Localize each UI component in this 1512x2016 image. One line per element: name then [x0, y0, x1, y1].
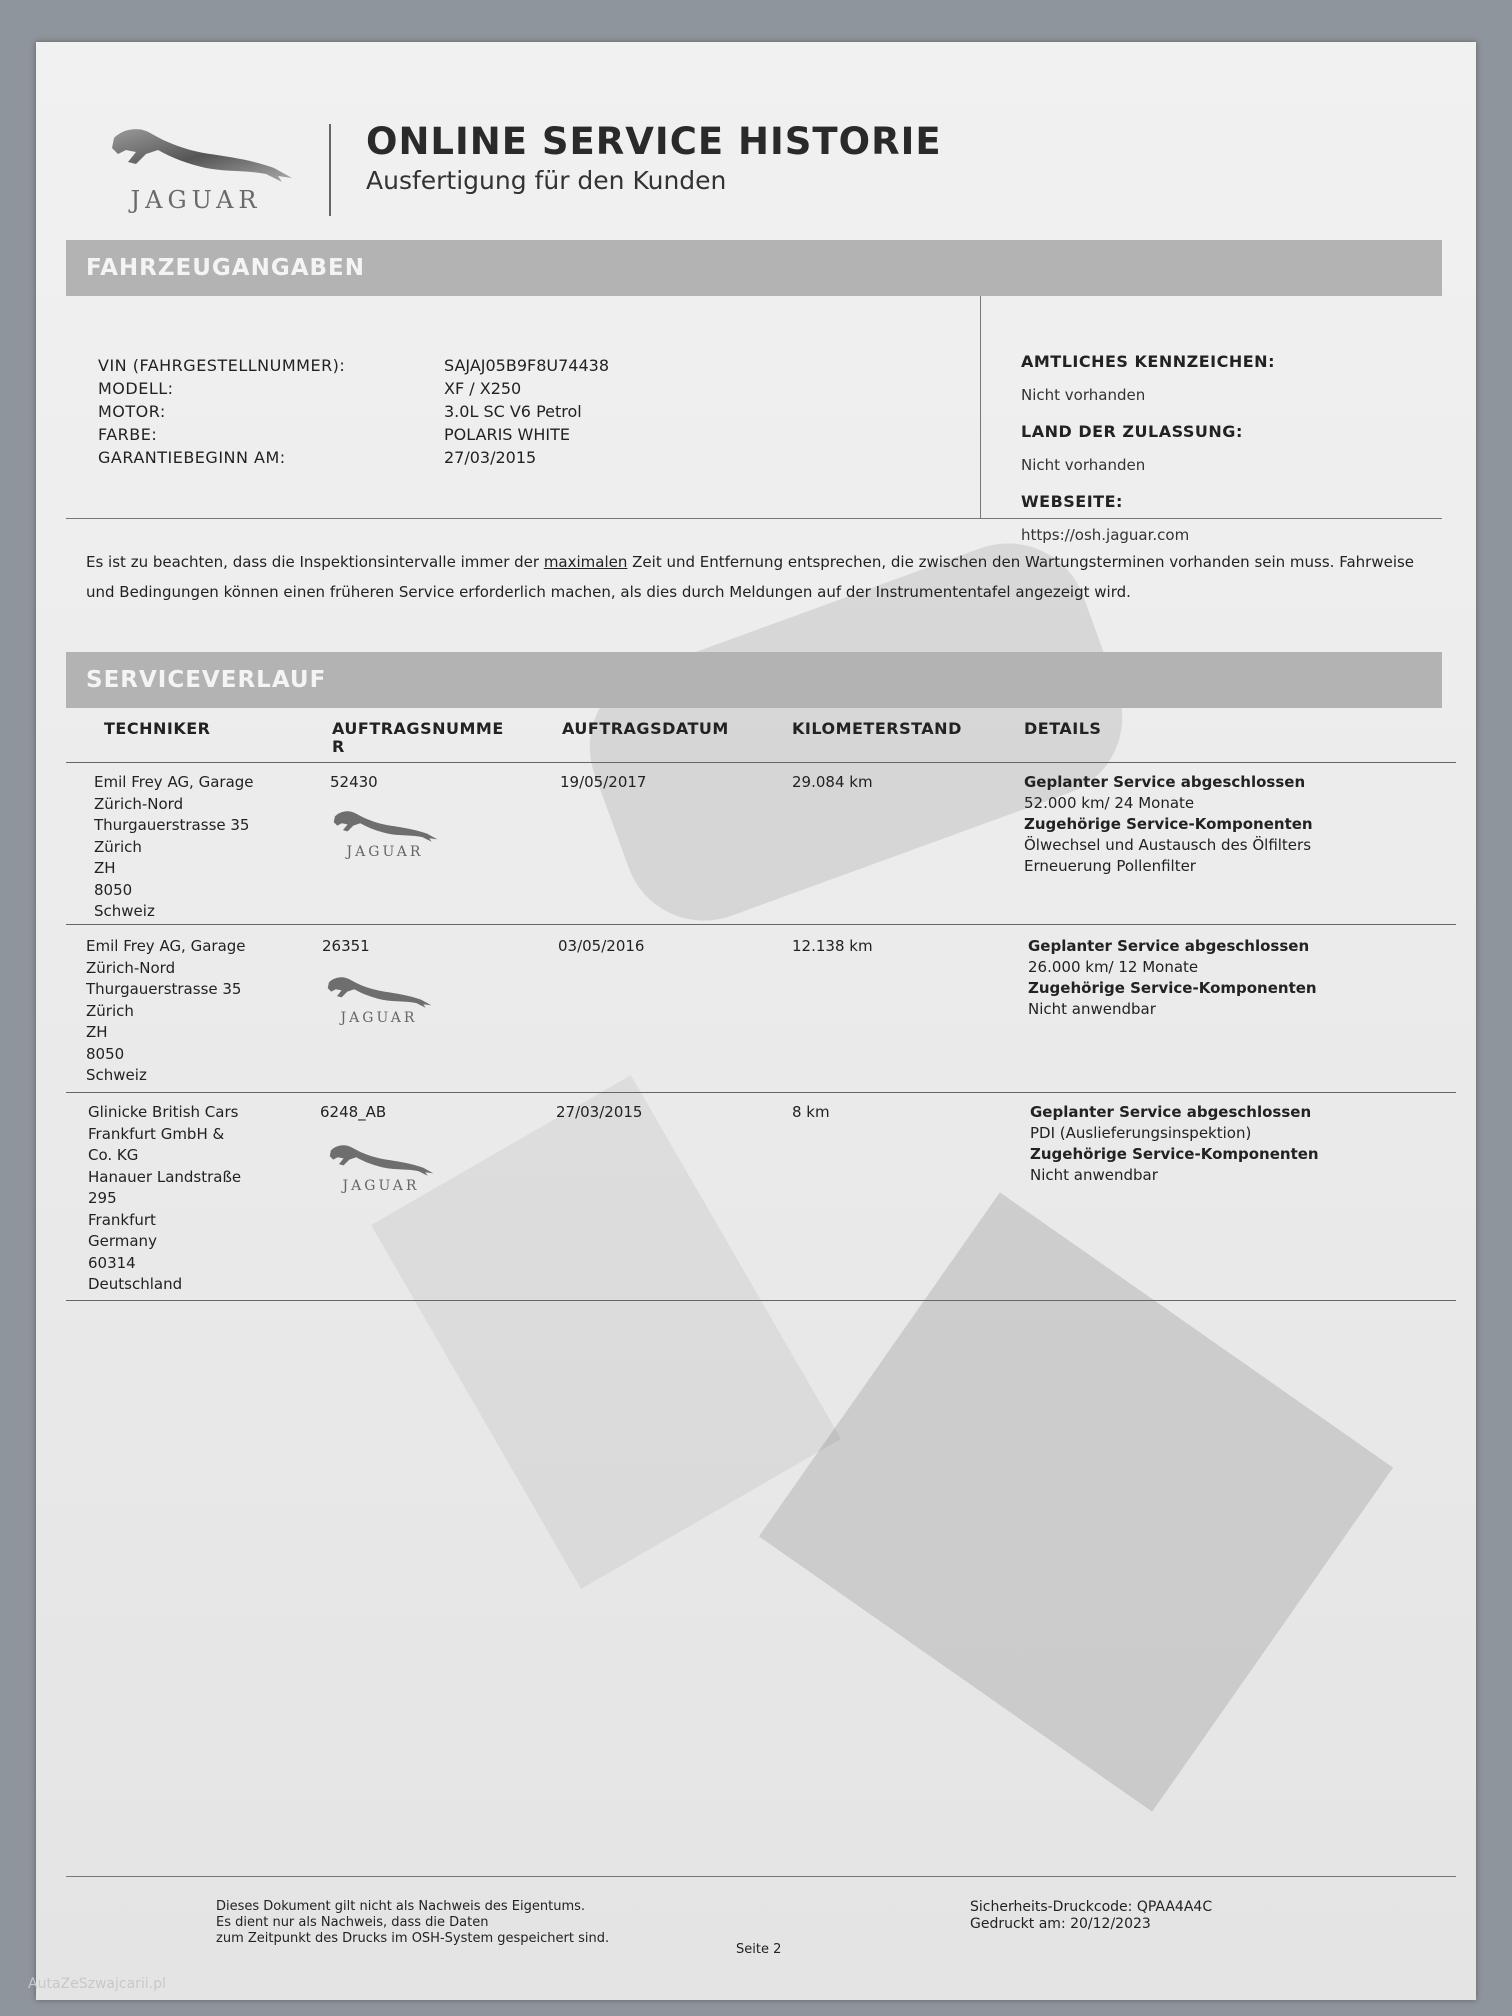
print-date: Gedruckt am: 20/12/2023	[970, 1916, 1151, 1932]
logo-wordmark: JAGUAR	[346, 844, 424, 860]
col-header-mileage: KILOMETERSTAND	[792, 719, 962, 738]
service-details	[1024, 772, 1313, 877]
details-component: Nicht anwendbar	[1028, 1000, 1156, 1018]
logo-wordmark: JAGUAR	[340, 1010, 418, 1026]
order-number: 52430	[330, 773, 378, 791]
vehicle-section-header: FAHRZEUGANGABEN	[66, 240, 1442, 296]
address-line: ZH	[94, 859, 116, 877]
registration-plate-label: AMTLICHES KENNZEICHEN:	[1021, 352, 1275, 371]
details-title: Geplanter Service abgeschlossen	[1028, 937, 1310, 955]
address-line: Zürich	[94, 837, 142, 856]
technician-address	[88, 1102, 241, 1296]
address-line: Deutschland	[88, 1275, 183, 1293]
website-label: WEBSEITE:	[1021, 492, 1123, 511]
field-label: GARANTIEBEGINN AM:	[98, 448, 286, 467]
table-bottom-divider	[66, 1300, 1456, 1301]
mileage: 8 km	[792, 1103, 830, 1121]
details-components-title: Zugehörige Service-Komponenten	[1024, 815, 1313, 833]
registration-plate-value: Nicht vorhanden	[1021, 386, 1146, 404]
footer-divider	[66, 1876, 1456, 1877]
footer-print-info	[970, 1899, 1212, 1933]
jaguar-logo	[96, 120, 296, 220]
details-components-title: Zugehörige Service-Komponenten	[1028, 979, 1317, 997]
service-section-header: SERVICEVERLAUF	[66, 652, 1442, 708]
leaping-jaguar-icon	[319, 972, 439, 1010]
address-line: Glinicke British Cars	[88, 1103, 239, 1121]
header-divider	[329, 124, 331, 216]
details-title: Geplanter Service abgeschlossen	[1024, 773, 1306, 791]
page-title: ONLINE SERVICE HISTORIE	[366, 120, 942, 163]
table-header-divider	[66, 762, 1456, 763]
address-line: Emil Frey AG, Garage	[86, 937, 246, 955]
note-text-2: Zeit und Entfernung entsprechen, die zwischen den Wartungsterminen vorhanden sein muss. Fahrweise und Bedingungen können einen früheren Service erforderlich machen, als dies durch Meldungen auf der Instrumententafel angezeigt wird.	[86, 553, 1415, 601]
registration-country-label: LAND DER ZULASSUNG:	[1021, 422, 1243, 441]
address-line: Zürich-Nord	[86, 958, 176, 977]
order-date: 19/05/2017	[560, 773, 647, 791]
leaping-jaguar-icon	[321, 1140, 441, 1178]
mileage: 29.084 km	[792, 773, 873, 791]
order-number: 26351	[322, 937, 370, 955]
col-header-order-number-line1: AUFTRAGSNUMME	[332, 719, 504, 738]
col-header-order-date: AUFTRAGSDATUM	[562, 719, 729, 738]
field-label: MODELL:	[98, 379, 174, 398]
details-component: Nicht anwendbar	[1030, 1166, 1158, 1184]
address-line: Thurgauerstrasse 35	[94, 816, 250, 834]
order-number: 6248_AB	[320, 1103, 387, 1121]
note-text-1: Es ist zu beachten, dass die Inspektionsintervalle immer der	[86, 553, 544, 571]
address-line: 8050	[94, 880, 133, 899]
col-header-details: DETAILS	[1024, 719, 1102, 738]
logo-wordmark: JAGUAR	[130, 186, 262, 214]
page-subtitle: Ausfertigung für den Kunden	[366, 166, 727, 195]
service-details	[1030, 1102, 1319, 1186]
field-value: XF / X250	[444, 379, 522, 398]
details-component: Erneuerung Pollenfilter	[1024, 857, 1196, 875]
website-link[interactable]: https://osh.jaguar.com	[1021, 526, 1190, 544]
watermark: AutaZeSzwajcarii.pl	[28, 1976, 166, 1992]
field-value: SAJAJ05B9F8U74438	[444, 356, 610, 375]
address-line: 295	[88, 1189, 117, 1207]
address-line: ZH	[86, 1023, 108, 1041]
security-code: Sicherheits-Druckcode: QPAA4A4C	[970, 1899, 1213, 1915]
jaguar-logo-small	[316, 1140, 446, 1200]
field-label: VIN (FAHRGESTELLNUMMER):	[98, 356, 346, 375]
address-line: 8050	[86, 1044, 125, 1063]
col-header-order-number	[332, 720, 504, 756]
order-date: 03/05/2016	[558, 937, 645, 955]
details-title: Geplanter Service abgeschlossen	[1030, 1103, 1312, 1121]
address-line: Zürich	[86, 1001, 134, 1020]
service-details	[1028, 936, 1317, 1020]
details-interval: 52.000 km/ 24 Monate	[1024, 794, 1195, 812]
details-interval: 26.000 km/ 12 Monate	[1028, 958, 1199, 976]
address-line: 60314	[88, 1253, 136, 1272]
registration-country-value: Nicht vorhanden	[1021, 456, 1146, 474]
address-line: Frankfurt	[88, 1210, 156, 1229]
jaguar-logo-small	[314, 972, 444, 1032]
details-interval: PDI (Auslieferungsinspektion)	[1030, 1124, 1252, 1142]
document-page	[36, 42, 1476, 2000]
address-line: Frankfurt GmbH &	[88, 1124, 225, 1143]
vehicle-details	[66, 296, 1442, 544]
vehicle-box-divider	[980, 296, 981, 518]
row-divider	[66, 1092, 1456, 1093]
col-header-technician: TECHNIKER	[104, 719, 211, 738]
mileage: 12.138 km	[792, 937, 873, 955]
jaguar-logo-small	[320, 806, 450, 866]
disclaimer-line: zum Zeitpunkt des Drucks im OSH-System gespeichert sind.	[216, 1931, 610, 1946]
leaping-jaguar-icon	[325, 806, 445, 844]
disclaimer-line: Dieses Dokument gilt nicht als Nachweis des Eigentums.	[216, 1899, 586, 1914]
col-header-order-number-line2: R	[332, 737, 345, 756]
address-line: Schweiz	[94, 902, 155, 920]
address-line: Co. KG	[88, 1146, 139, 1164]
technician-address	[94, 772, 254, 923]
field-value: 27/03/2015	[444, 448, 537, 467]
address-line: Hanauer Landstraße	[88, 1167, 242, 1186]
footer-disclaimer	[216, 1899, 609, 1947]
technician-address	[86, 936, 246, 1087]
field-label: MOTOR:	[98, 402, 166, 421]
note-emphasis: maximalen	[543, 553, 628, 571]
details-component: Ölwechsel und Austausch des Ölfilters	[1024, 836, 1312, 854]
address-line: Zürich-Nord	[94, 794, 184, 813]
inspection-note	[86, 547, 1426, 607]
field-value: POLARIS WHITE	[444, 425, 570, 444]
logo-wordmark: JAGUAR	[342, 1178, 420, 1194]
row-divider	[66, 924, 1456, 925]
address-line: Schweiz	[86, 1066, 147, 1084]
field-label: FARBE:	[98, 425, 158, 444]
page-number: Seite 2	[736, 1942, 782, 1957]
order-date: 27/03/2015	[556, 1103, 643, 1121]
address-line: Germany	[88, 1232, 157, 1250]
leaping-jaguar-icon	[106, 120, 296, 186]
details-components-title: Zugehörige Service-Komponenten	[1030, 1145, 1319, 1163]
disclaimer-line: Es dient nur als Nachweis, dass die Daten	[216, 1915, 489, 1930]
address-line: Emil Frey AG, Garage	[94, 773, 254, 791]
address-line: Thurgauerstrasse 35	[86, 980, 242, 998]
field-value: 3.0L SC V6 Petrol	[444, 402, 582, 421]
